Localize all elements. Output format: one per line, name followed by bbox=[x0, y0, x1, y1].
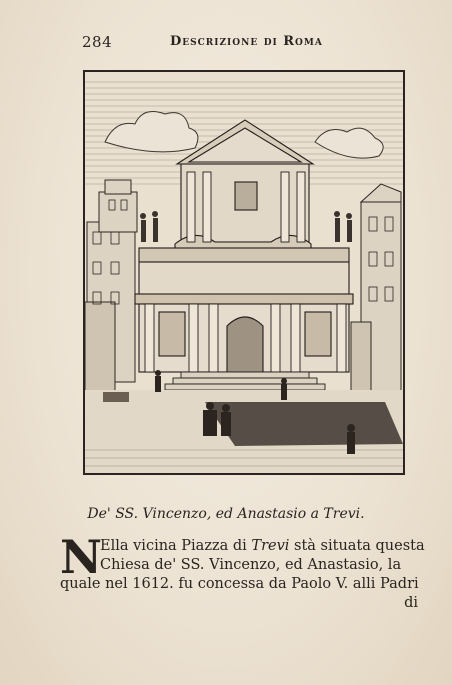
plate-caption: De' SS. Vincenzo, ed Anastasio a Trevi. bbox=[87, 506, 365, 522]
running-head: Descrizione di Roma bbox=[170, 34, 323, 49]
body-line-3: quale nel 1612. fu concessa da Paolo V. alli Padri bbox=[60, 576, 419, 592]
church-engraving bbox=[85, 72, 403, 473]
piazza bbox=[85, 390, 403, 473]
church-facade bbox=[135, 120, 353, 372]
engraving-plate bbox=[83, 70, 405, 475]
body-text bbox=[60, 530, 425, 613]
body-line-2: Chiesa de' SS. Vincenzo, ed Anastasio, la bbox=[100, 557, 402, 573]
drop-cap: N bbox=[60, 530, 103, 584]
church-steps bbox=[165, 372, 325, 390]
left-buildings bbox=[85, 180, 137, 392]
page-number: 284 bbox=[82, 33, 113, 51]
body-line-1: Ella vicina Piazza di Trevi stà situata questa bbox=[100, 538, 425, 554]
body-line-4: di bbox=[404, 595, 418, 611]
